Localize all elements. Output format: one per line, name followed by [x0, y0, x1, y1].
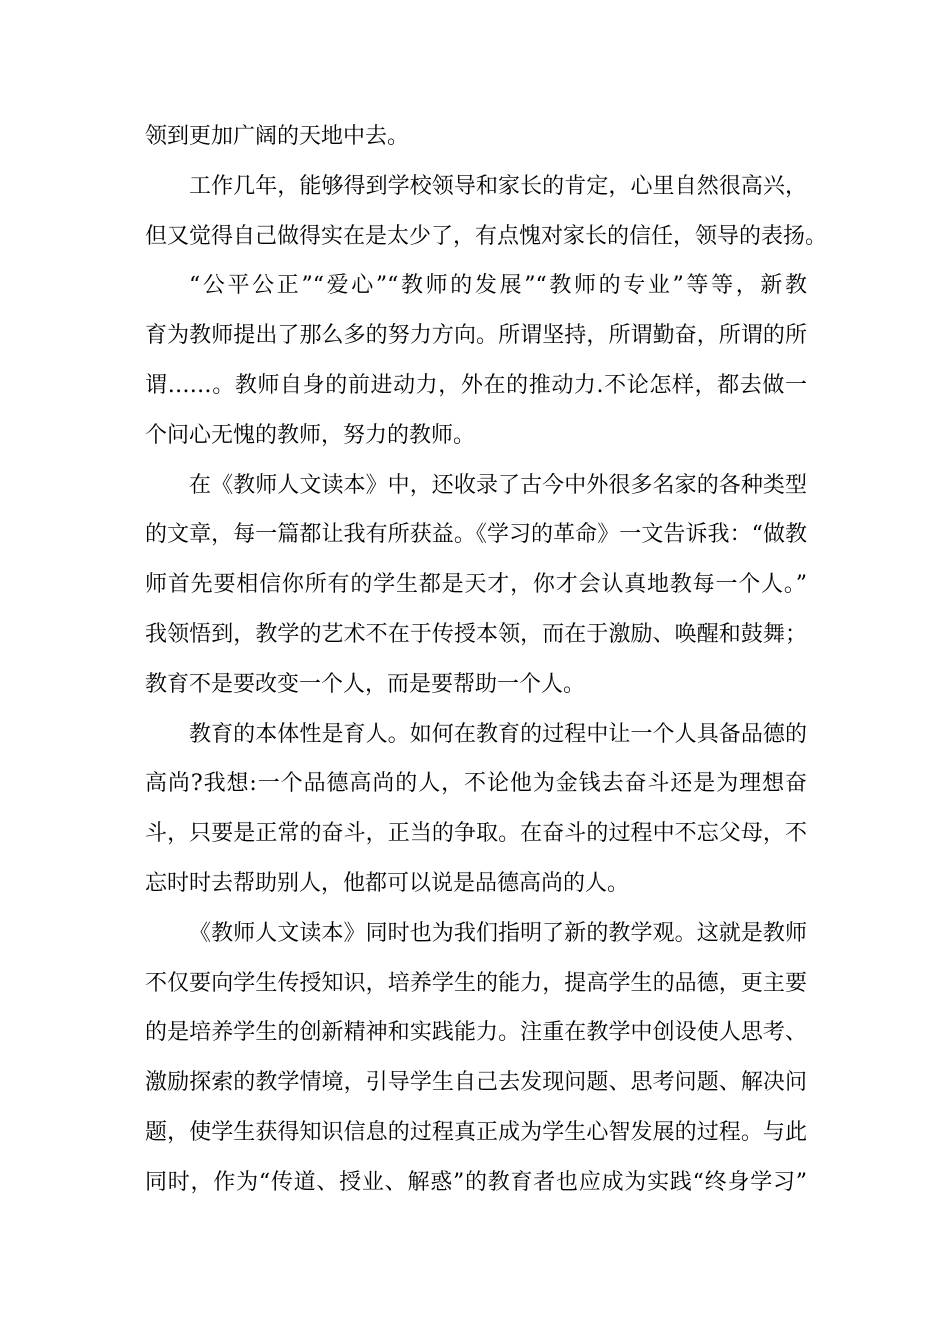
text-line: 在《教师人文读本》中，还收录了古今中外很多名家的各种类型	[189, 472, 807, 498]
text-line: 斗，只要是正常的奋斗，正当的争取。在奋斗的过程中不忘父母，不	[145, 821, 807, 847]
text-line: 题，使学生获得知识信息的过程真正成为学生心智发展的过程。与此	[145, 1119, 807, 1145]
text-line: 工作几年，能够得到学校领导和家长的肯定，心里自然很高兴，	[189, 173, 807, 199]
text-line: 激励探索的教学情境，引导学生自己去发现问题、思考问题、解决问	[145, 1070, 807, 1096]
text-line: 个问心无愧的教师，努力的教师。	[145, 422, 476, 448]
body-text	[145, 112, 828, 1208]
text-line: 教育的本体性是育人。如何在教育的过程中让一个人具备品德的	[189, 721, 807, 747]
text-line: 同时，作为“传道、授业、解惑”的教育者也应成为实践“终身学习”	[145, 1169, 807, 1195]
text-line: 育为教师提出了那么多的努力方向。所谓坚持，所谓勤奋，所谓的所	[145, 323, 807, 349]
text-line: 高尚?我想:一个品德高尚的人，不论他为金钱去奋斗还是为理想奋	[145, 771, 807, 797]
text-line: 的文章，每一篇都让我有所获益。《学习的革命》一文告诉我：“做教	[145, 522, 807, 548]
text-line: “公平公正”“爱心”“教师的发展”“教师的专业”等等，新教	[189, 273, 807, 299]
text-line: 师首先要相信你所有的学生都是天才，你才会认真地教每一个人。”	[145, 572, 807, 598]
text-line: 忘时时去帮助别人，他都可以说是品德高尚的人。	[145, 870, 630, 896]
text-line: 但又觉得自己做得实在是太少了，有点愧对家长的信任，领导的表扬。	[145, 223, 828, 249]
text-line: 不仅要向学生传授知识，培养学生的能力，提高学生的品德，更主要	[145, 970, 807, 996]
text-line: 领到更加广阔的天地中去。	[145, 124, 410, 149]
text-line: 《教师人文读本》同时也为我们指明了新的教学观。这就是教师	[189, 920, 807, 946]
text-line: 的是培养学生的创新精神和实践能力。注重在教学中创设使人思考、	[145, 1020, 807, 1046]
text-line: 我领悟到，教学的艺术不在于传授本领，而在于激励、唤醒和鼓舞；	[145, 621, 807, 647]
text-line: 教育不是要改变一个人，而是要帮助一个人。	[145, 671, 586, 697]
text-line: 谓……。教师自身的前进动力，外在的推动力.不论怎样，都去做一	[145, 372, 807, 398]
